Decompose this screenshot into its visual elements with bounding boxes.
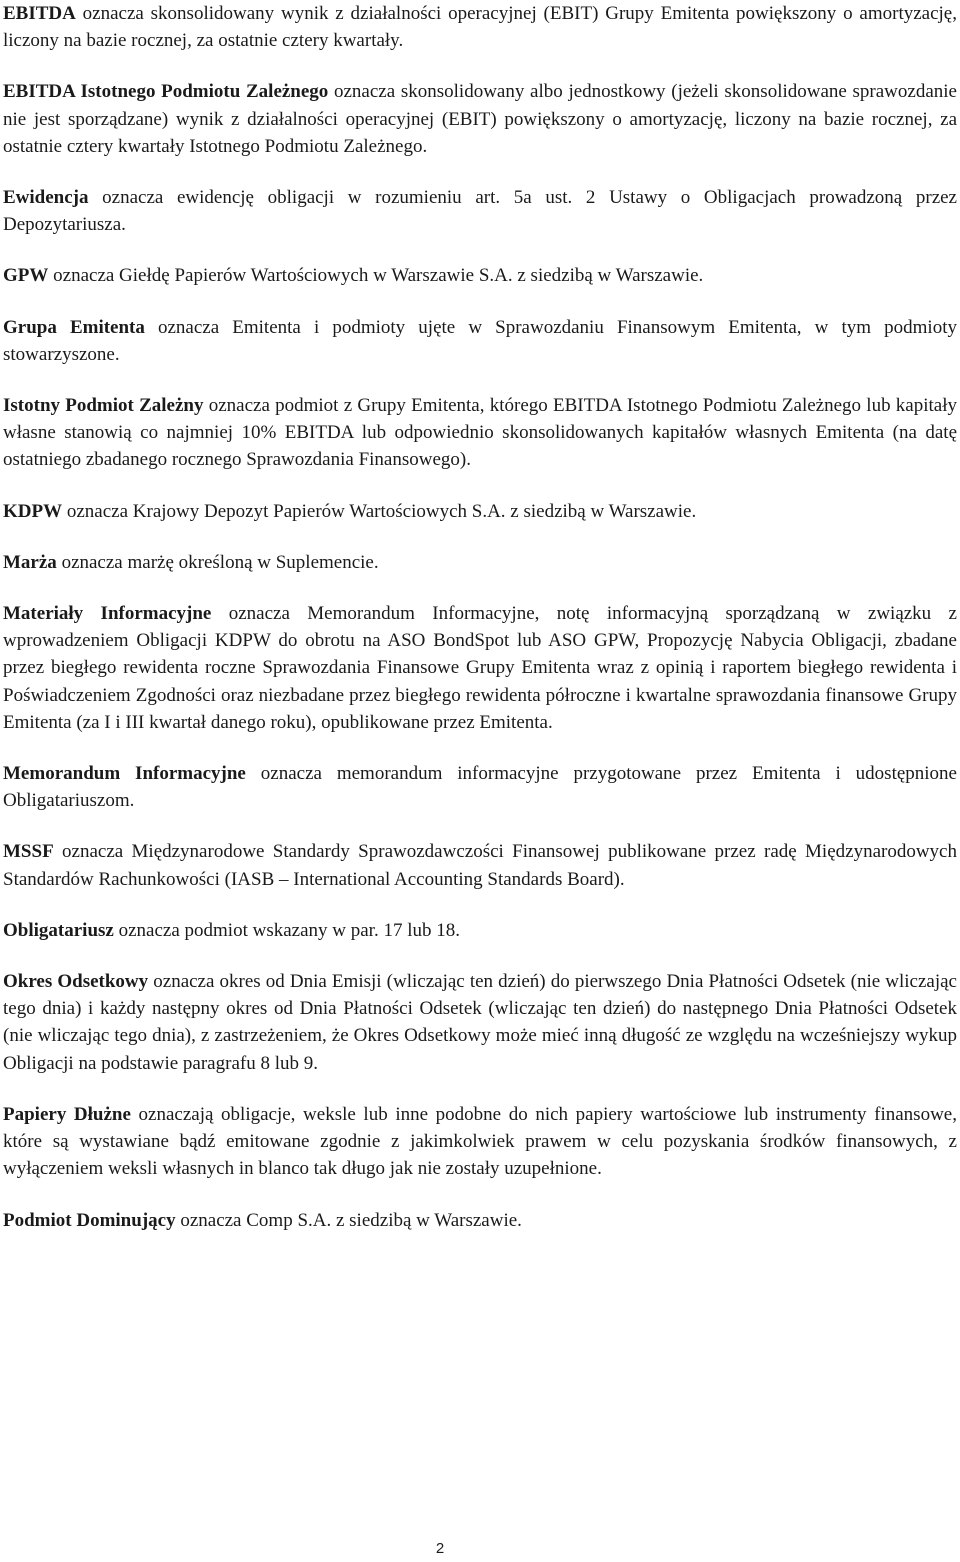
definition-memorandum-informacyjne xyxy=(3,760,957,814)
definition-ebitda-istotnego-podmiotu xyxy=(3,78,957,160)
definition-gpw xyxy=(3,262,957,289)
page-number: 2 xyxy=(435,1540,445,1557)
definition-term: EBITDA xyxy=(3,3,76,24)
definition-istotny-podmiot-zalezny xyxy=(3,392,957,474)
definition-text: oznacza Giełdę Papierów Wartościowych w Warszawie S.A. z siedzibą w Warszawie. xyxy=(48,265,704,287)
definition-term: Papiery Dłużne xyxy=(3,1103,131,1125)
definition-text: oznacza Międzynarodowe Standardy Sprawozdawczości Finansowej publikowane przez radę Międzynarodowych Standardów Rachunkowości (IASB – International Accounting Standards Board). xyxy=(3,841,957,890)
definition-text: oznacza Comp S.A. z siedzibą w Warszawie. xyxy=(175,1209,522,1231)
definition-term: KDPW xyxy=(3,500,63,522)
definition-text: oznacza Emitenta i podmioty ujęte w Sprawozdaniu Finansowym Emitenta, w tym podmioty stowarzyszone. xyxy=(3,316,957,365)
definition-text: oznacza Memorandum Informacyjne, notę informacyjną sporządzaną w związku z wprowadzeniem Obligacji KDPW do obrotu na ASO BondSpot lub ASO GPW, Propozycję Nabycia Obligacji, zbadane przez biegłego rewidenta roczne Sprawozdania Finansowe Grupy Emitenta wraz z opinią i raportem biegłego rewidenta i Poświadczeniem Zgodności oraz niezbadane przez biegłego rewidenta półroczne i kwartalne sprawozdania finansowe Grupy Emitenta (za I i III kwartał danego roku), opublikowane przez Emitenta. xyxy=(3,603,957,733)
definition-text: oznacza okres od Dnia Emisji (wliczając ten dzień) do pierwszego Dnia Płatności Odsetek (nie wliczając tego dnia) i każdy następny okres od Dnia Płatności Odsetek (wliczając ten dzień) do następnego Dnia Płatności Odsetek (nie wliczając tego dnia), z zastrzeżeniem, że Okres Odsetkowy może mieć inną długość ze względu na wcześniejszy wykup Obligacji na podstawie paragrafu 8 lub 9. xyxy=(3,971,957,1074)
definition-ebitda xyxy=(3,0,957,54)
definition-term: Obligatariusz xyxy=(3,919,114,941)
definition-mssf xyxy=(3,838,957,892)
definition-podmiot-dominujacy xyxy=(3,1207,957,1234)
definition-term: Ewidencja xyxy=(3,187,89,209)
definition-text: oznacza ewidencję obligacji w rozumieniu art. 5a ust. 2 Ustawy o Obligacjach prowadzoną przez Depozytariusza. xyxy=(3,187,957,236)
definition-term: Marża xyxy=(3,551,57,573)
definition-term: Podmiot Dominujący xyxy=(3,1209,176,1231)
definition-term: EBITDA Istotnego Podmiotu Zależnego xyxy=(3,81,329,103)
definition-papiery-dluzne xyxy=(3,1101,957,1183)
definition-ewidencja xyxy=(3,184,957,238)
definition-text: oznacza skonsolidowany albo jednostkowy (jeżeli skonsolidowane sprawozdanie nie jest sporządzane) wynik z działalności operacyjnej (EBIT) powiększony o amortyzację, liczony na bazie rocznej, za ostatnie cztery kwartały Istotnego Podmiotu Zależnego. xyxy=(3,81,957,157)
definition-kdpw xyxy=(3,498,957,525)
definition-grupa-emitenta xyxy=(3,314,957,368)
definition-term: MSSF xyxy=(3,841,54,863)
definition-term: Okres Odsetkowy xyxy=(3,971,149,993)
definition-text: oznacza Krajowy Depozyt Papierów Wartościowych S.A. z siedzibą w Warszawie. xyxy=(62,500,697,522)
definition-term: Materiały Informacyjne xyxy=(3,603,212,625)
definition-text: oznaczają obligacje, weksle lub inne podobne do nich papiery wartościowe lub instrumenty finansowe, które są wystawiane bądź emitowane zgodnie z jakimkolwiek prawem w celu pozyskania środków finansowych, z wyłączeniem weksli własnych in blanco tak długo jak nie zostały uzupełnione. xyxy=(3,1103,957,1180)
definition-term: Istotny Podmiot Zależny xyxy=(3,395,204,417)
definitions-list xyxy=(3,0,957,1258)
definition-term: Grupa Emitenta xyxy=(3,316,145,338)
definition-term: GPW xyxy=(3,265,49,287)
definition-text: oznacza podmiot z Grupy Emitenta, którego EBITDA Istotnego Podmiotu Zależnego lub kapitały własne stanowią co najmniej 10% EBITDA lub odpowiednio skonsolidowanych kapitałów własnych Emitenta (na datę ostatniego zbadanego rocznego Sprawozdania Finansowego). xyxy=(3,395,958,471)
definition-text: oznacza podmiot wskazany w par. 17 lub 18. xyxy=(113,919,460,941)
definition-materialy-informacyjne xyxy=(3,600,957,736)
definition-marza xyxy=(3,549,957,576)
definition-text: oznacza memorandum informacyjne przygotowane przez Emitenta i udostępnione Obligatariuszom. xyxy=(3,763,957,812)
definition-text: oznacza skonsolidowany wynik z działalności operacyjnej (EBIT) Grupy Emitenta powiększony o amortyzację, liczony na bazie rocznej, za ostatnie cztery kwartały. xyxy=(3,3,957,52)
definition-term: Memorandum Informacyjne xyxy=(3,763,246,785)
definition-text: oznacza marżę określoną w Suplemencie. xyxy=(56,551,379,573)
definition-obligatariusz xyxy=(3,917,957,944)
definition-okres-odsetkowy xyxy=(3,968,957,1077)
